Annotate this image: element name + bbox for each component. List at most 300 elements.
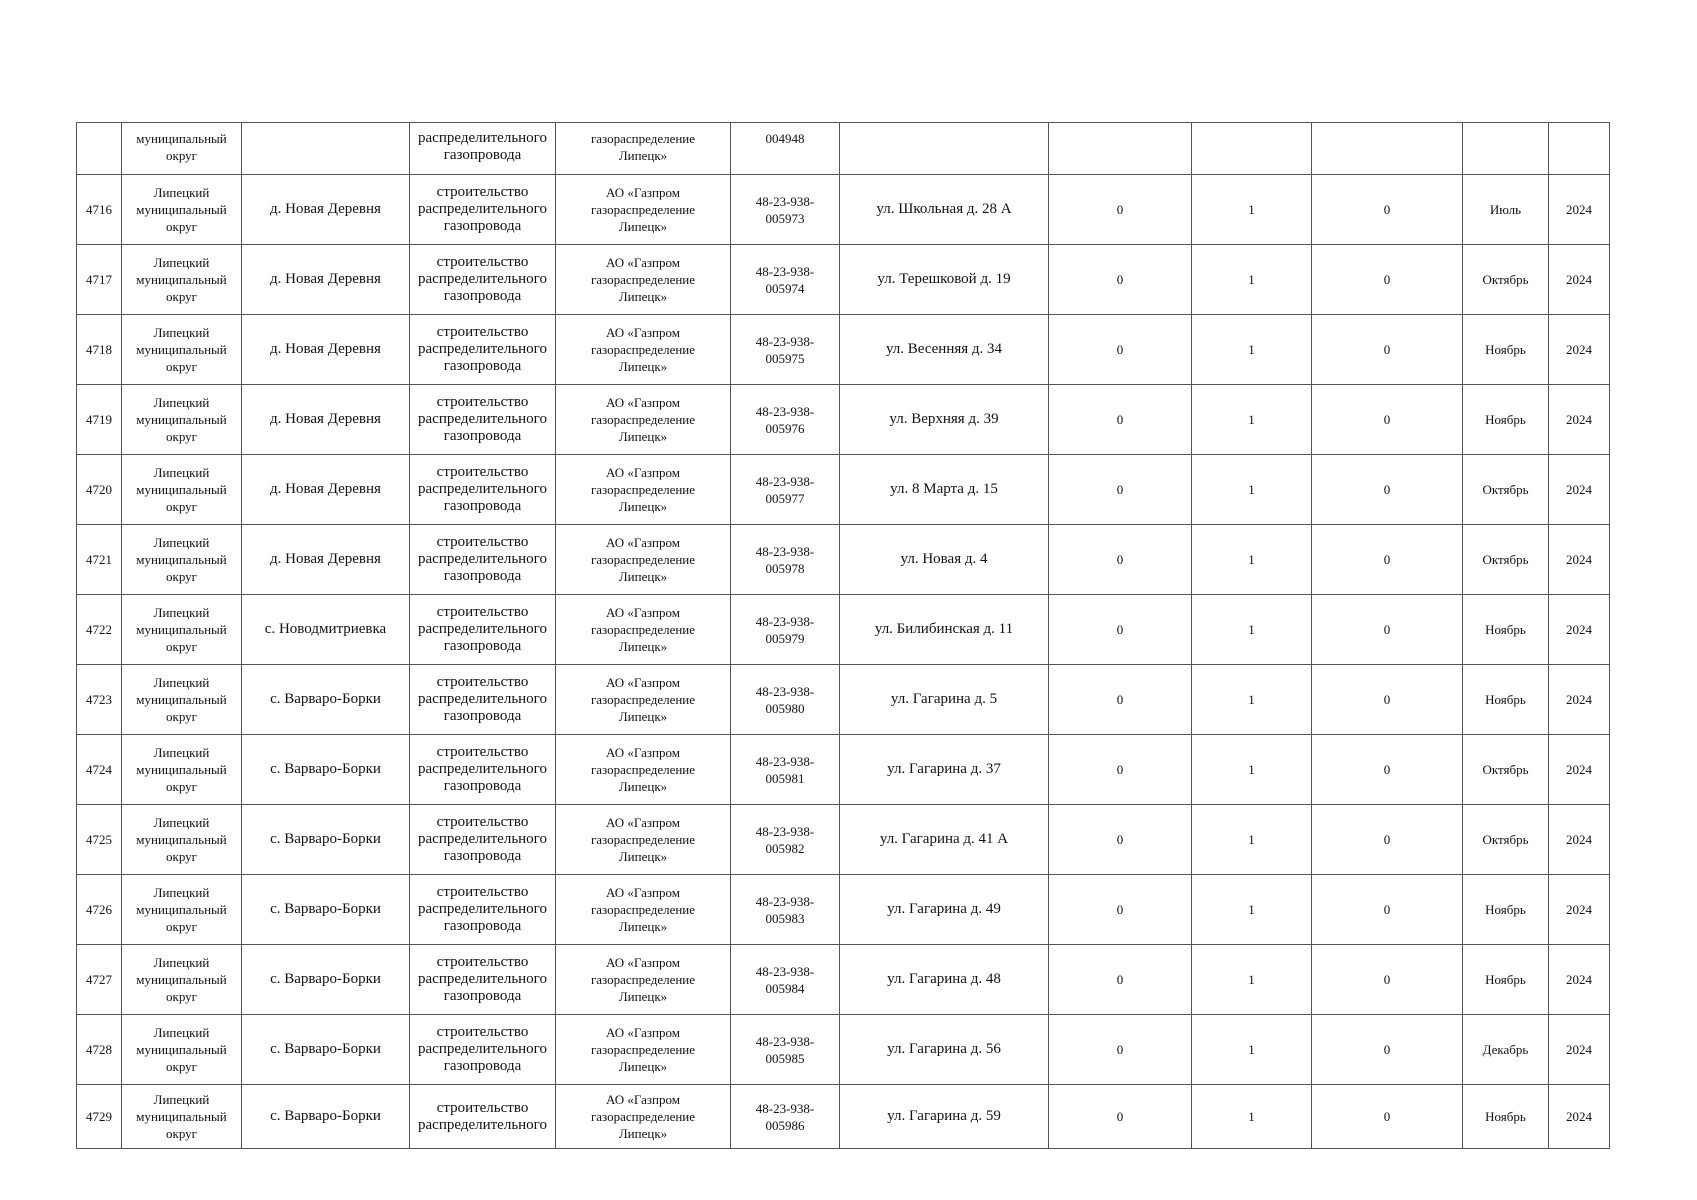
district-line: муниципальный xyxy=(136,1109,227,1124)
object-code-cell xyxy=(731,875,840,945)
district-line: Липецкий xyxy=(153,745,210,760)
district-line: Липецкий xyxy=(153,1025,210,1040)
table-body xyxy=(77,123,1610,1149)
locality-cell: с. Варваро-Борки xyxy=(242,1015,410,1085)
organization-line: Липецк» xyxy=(618,429,668,444)
organization-line: газораспределение xyxy=(590,622,696,637)
year-cell: 2024 xyxy=(1549,665,1610,735)
month-cell: Ноябрь xyxy=(1463,595,1549,665)
organization-cell xyxy=(556,455,731,525)
organization-cell xyxy=(556,1085,731,1149)
year-cell: 2024 xyxy=(1549,1015,1610,1085)
work-type-line: распределительного xyxy=(418,201,547,217)
table-row xyxy=(77,525,1610,595)
table-row xyxy=(77,735,1610,805)
table-row xyxy=(77,945,1610,1015)
district-line: муниципальный xyxy=(136,272,227,287)
work-type-cell xyxy=(410,385,556,455)
work-type-line: газопровода xyxy=(443,218,522,234)
count-col-3-cell: 0 xyxy=(1312,735,1463,805)
object-code-cell xyxy=(731,1085,840,1149)
count-col-3-cell: 0 xyxy=(1312,245,1463,315)
count-col-1-cell: 0 xyxy=(1049,1015,1192,1085)
locality-cell: д. Новая Деревня xyxy=(242,525,410,595)
organization-line: Липецк» xyxy=(618,1126,668,1141)
count-col-2-cell: 1 xyxy=(1192,455,1312,525)
object-code-cell xyxy=(731,315,840,385)
district-cell xyxy=(122,735,242,805)
work-type-line: распределительного xyxy=(418,551,547,567)
work-type-line: газопровода xyxy=(443,498,522,514)
district-line: округ xyxy=(166,1059,197,1074)
district-line: муниципальный xyxy=(136,202,227,217)
year-cell: 2024 xyxy=(1549,735,1610,805)
work-type-line: строительство xyxy=(436,884,529,900)
year-cell: 2024 xyxy=(1549,525,1610,595)
work-type-line: строительство xyxy=(436,814,529,830)
row-number-cell: 4722 xyxy=(77,595,122,665)
object-code-line: 005981 xyxy=(765,770,805,786)
organization-cell xyxy=(556,525,731,595)
organization-line: АО «Газпром xyxy=(606,395,680,410)
count-col-2-cell: 1 xyxy=(1192,245,1312,315)
organization-line: Липецк» xyxy=(618,919,668,934)
address-cell: ул. Гагарина д. 41 А xyxy=(840,805,1049,875)
work-type-line: строительство xyxy=(436,1099,529,1116)
organization-line: Липецк» xyxy=(618,849,668,864)
year-cell: 2024 xyxy=(1549,455,1610,525)
address-cell: ул. Билибинская д. 11 xyxy=(840,595,1049,665)
object-code-line: 005985 xyxy=(765,1050,805,1066)
count-col-3-cell xyxy=(1312,123,1463,175)
count-col-1-cell: 0 xyxy=(1049,805,1192,875)
object-code-cell xyxy=(731,455,840,525)
work-type-line: распределительного xyxy=(418,971,547,987)
object-code-line: 48-23-938- xyxy=(755,963,815,979)
district-line: муниципальный xyxy=(136,622,227,637)
organization-line: газораспределение xyxy=(590,762,696,777)
object-code-line: 005983 xyxy=(765,910,805,926)
work-type-line: распределительного xyxy=(418,341,547,357)
row-number-cell: 4717 xyxy=(77,245,122,315)
object-code-cell xyxy=(731,385,840,455)
object-code-line: 005982 xyxy=(765,840,805,856)
district-line: округ xyxy=(166,289,197,304)
district-line: округ xyxy=(166,849,197,864)
count-col-2-cell: 1 xyxy=(1192,315,1312,385)
organization-line: газораспределение xyxy=(590,832,696,847)
month-cell: Ноябрь xyxy=(1463,1085,1549,1149)
row-number-cell: 4727 xyxy=(77,945,122,1015)
organization-line: Липецк» xyxy=(618,359,668,374)
year-cell: 2024 xyxy=(1549,945,1610,1015)
organization-line: АО «Газпром xyxy=(606,325,680,340)
organization-line: Липецк» xyxy=(618,499,668,514)
work-type-cell xyxy=(410,735,556,805)
organization-line: АО «Газпром xyxy=(606,675,680,690)
work-type-line: газопровода xyxy=(443,988,522,1004)
work-type-cell xyxy=(410,175,556,245)
row-number-cell: 4728 xyxy=(77,1015,122,1085)
count-col-3-cell: 0 xyxy=(1312,945,1463,1015)
object-code-line: 004948 xyxy=(765,131,805,146)
object-code-cell xyxy=(731,735,840,805)
work-type-line: распределительного xyxy=(418,621,547,637)
table-row xyxy=(77,875,1610,945)
table-row xyxy=(77,175,1610,245)
work-type-line: газопровода xyxy=(443,778,522,794)
work-type-cell xyxy=(410,945,556,1015)
address-cell: ул. Весенняя д. 34 xyxy=(840,315,1049,385)
district-line: муниципальный xyxy=(136,902,227,917)
count-col-2-cell: 1 xyxy=(1192,595,1312,665)
address-cell: ул. Школьная д. 28 А xyxy=(840,175,1049,245)
locality-cell: с. Варваро-Борки xyxy=(242,735,410,805)
object-code-cell xyxy=(731,805,840,875)
count-col-3-cell: 0 xyxy=(1312,525,1463,595)
table-row xyxy=(77,595,1610,665)
row-number-cell: 4729 xyxy=(77,1085,122,1149)
work-type-line: газопровода xyxy=(443,568,522,584)
district-line: муниципальный xyxy=(136,832,227,847)
object-code-cell xyxy=(731,123,840,175)
work-type-line: распределительного xyxy=(418,691,547,707)
work-type-cell xyxy=(410,315,556,385)
address-cell: ул. Гагарина д. 5 xyxy=(840,665,1049,735)
locality-cell: с. Новодмитриевка xyxy=(242,595,410,665)
table-row xyxy=(77,455,1610,525)
object-code-cell xyxy=(731,945,840,1015)
row-number-cell: 4724 xyxy=(77,735,122,805)
work-type-cell xyxy=(410,123,556,175)
district-line: муниципальный xyxy=(136,482,227,497)
organization-cell xyxy=(556,245,731,315)
month-cell: Октябрь xyxy=(1463,455,1549,525)
district-line: Липецкий xyxy=(153,395,210,410)
district-line: округ xyxy=(166,989,197,1004)
organization-cell xyxy=(556,875,731,945)
locality-cell: д. Новая Деревня xyxy=(242,245,410,315)
count-col-1-cell: 0 xyxy=(1049,665,1192,735)
count-col-3-cell: 0 xyxy=(1312,315,1463,385)
work-type-cell xyxy=(410,875,556,945)
organization-line: газораспределение xyxy=(590,972,696,987)
object-code-cell xyxy=(731,595,840,665)
organization-line: Липецк» xyxy=(618,989,668,1004)
district-line: муниципальный xyxy=(136,342,227,357)
work-type-cell xyxy=(410,1085,556,1149)
district-line: муниципальный xyxy=(136,762,227,777)
district-line: округ xyxy=(166,359,197,374)
row-number-cell: 4723 xyxy=(77,665,122,735)
count-col-3-cell: 0 xyxy=(1312,805,1463,875)
table-row xyxy=(77,245,1610,315)
work-type-line: строительство xyxy=(436,744,529,760)
work-type-line: распределительного xyxy=(418,481,547,497)
count-col-1-cell: 0 xyxy=(1049,945,1192,1015)
locality-cell: д. Новая Деревня xyxy=(242,455,410,525)
organization-line: газораспределение xyxy=(590,902,696,917)
locality-cell: д. Новая Деревня xyxy=(242,315,410,385)
object-code-line: 005984 xyxy=(765,980,805,996)
organization-line: газораспределение xyxy=(590,482,696,497)
organization-line: АО «Газпром xyxy=(606,1092,680,1107)
district-line: Липецкий xyxy=(153,325,210,340)
year-cell: 2024 xyxy=(1549,805,1610,875)
address-cell: ул. 8 Марта д. 15 xyxy=(840,455,1049,525)
count-col-3-cell: 0 xyxy=(1312,665,1463,735)
count-col-1-cell: 0 xyxy=(1049,175,1192,245)
object-code-cell xyxy=(731,245,840,315)
object-code-cell xyxy=(731,175,840,245)
work-type-line: распределительного xyxy=(418,901,547,917)
count-col-1-cell xyxy=(1049,123,1192,175)
month-cell: Ноябрь xyxy=(1463,315,1549,385)
count-col-3-cell: 0 xyxy=(1312,1015,1463,1085)
district-line: Липецкий xyxy=(153,465,210,480)
address-cell xyxy=(840,123,1049,175)
month-cell: Октябрь xyxy=(1463,805,1549,875)
district-line: округ xyxy=(166,429,197,444)
work-type-cell xyxy=(410,665,556,735)
address-cell: ул. Терешковой д. 19 xyxy=(840,245,1049,315)
count-col-1-cell: 0 xyxy=(1049,735,1192,805)
row-number-cell: 4726 xyxy=(77,875,122,945)
month-cell: Октябрь xyxy=(1463,525,1549,595)
table-row xyxy=(77,805,1610,875)
object-code-line: 005973 xyxy=(765,210,805,226)
count-col-1-cell: 0 xyxy=(1049,595,1192,665)
address-cell: ул. Гагарина д. 56 xyxy=(840,1015,1049,1085)
district-cell xyxy=(122,245,242,315)
organization-line: АО «Газпром xyxy=(606,185,680,200)
organization-line: АО «Газпром xyxy=(606,605,680,620)
count-col-2-cell: 1 xyxy=(1192,945,1312,1015)
organization-line: АО «Газпром xyxy=(606,1025,680,1040)
object-code-line: 48-23-938- xyxy=(755,473,815,489)
district-cell xyxy=(122,1015,242,1085)
organization-line: газораспределение xyxy=(590,1042,696,1057)
district-line: округ xyxy=(166,919,197,934)
district-line: Липецкий xyxy=(153,885,210,900)
locality-cell: д. Новая Деревня xyxy=(242,385,410,455)
address-cell: ул. Новая д. 4 xyxy=(840,525,1049,595)
object-code-line: 005979 xyxy=(765,630,805,646)
year-cell: 2024 xyxy=(1549,1085,1610,1149)
locality-cell: с. Варваро-Борки xyxy=(242,945,410,1015)
organization-cell xyxy=(556,123,731,175)
district-cell xyxy=(122,455,242,525)
month-cell: Ноябрь xyxy=(1463,875,1549,945)
work-type-line: распределительного xyxy=(418,130,547,146)
organization-cell xyxy=(556,385,731,455)
organization-line: АО «Газпром xyxy=(606,955,680,970)
organization-line: АО «Газпром xyxy=(606,465,680,480)
object-code-line: 48-23-938- xyxy=(755,333,815,349)
month-cell: Декабрь xyxy=(1463,1015,1549,1085)
organization-line: газораспределение xyxy=(590,202,696,217)
work-type-cell xyxy=(410,595,556,665)
month-cell: Ноябрь xyxy=(1463,945,1549,1015)
count-col-1-cell: 0 xyxy=(1049,875,1192,945)
organization-line: газораспределение xyxy=(590,1109,696,1124)
year-cell: 2024 xyxy=(1549,875,1610,945)
work-type-line: строительство xyxy=(436,954,529,970)
organization-line: газораспределение xyxy=(590,342,696,357)
district-line: Липецкий xyxy=(153,955,210,970)
district-line: Липецкий xyxy=(153,815,210,830)
count-col-3-cell: 0 xyxy=(1312,385,1463,455)
work-type-line: газопровода xyxy=(443,638,522,654)
district-line: муниципальный xyxy=(136,131,227,146)
year-cell xyxy=(1549,123,1610,175)
organization-line: газораспределение xyxy=(590,272,696,287)
organization-cell xyxy=(556,175,731,245)
row-number-cell: 4720 xyxy=(77,455,122,525)
district-line: Липецкий xyxy=(153,185,210,200)
organization-line: газораспределение xyxy=(590,131,696,146)
district-cell xyxy=(122,805,242,875)
address-cell: ул. Гагарина д. 49 xyxy=(840,875,1049,945)
work-type-line: газопровода xyxy=(443,288,522,304)
count-col-2-cell: 1 xyxy=(1192,525,1312,595)
work-type-line: строительство xyxy=(436,324,529,340)
object-code-line: 005974 xyxy=(765,280,805,296)
table-row xyxy=(77,665,1610,735)
row-number-cell xyxy=(77,123,122,175)
object-code-line: 48-23-938- xyxy=(755,613,815,629)
count-col-1-cell: 0 xyxy=(1049,385,1192,455)
count-col-1-cell: 0 xyxy=(1049,525,1192,595)
district-cell xyxy=(122,665,242,735)
work-type-line: строительство xyxy=(436,604,529,620)
organization-cell xyxy=(556,595,731,665)
district-cell xyxy=(122,945,242,1015)
count-col-1-cell: 0 xyxy=(1049,245,1192,315)
gasification-table xyxy=(76,122,1610,1149)
count-col-3-cell: 0 xyxy=(1312,455,1463,525)
work-type-line: газопровода xyxy=(443,1058,522,1074)
organization-line: газораспределение xyxy=(590,552,696,567)
table-row xyxy=(77,315,1610,385)
district-line: округ xyxy=(166,499,197,514)
object-code-line: 48-23-938- xyxy=(755,263,815,279)
address-cell: ул. Гагарина д. 59 xyxy=(840,1085,1049,1149)
organization-line: Липецк» xyxy=(618,1059,668,1074)
organization-line: Липецк» xyxy=(618,148,668,163)
work-type-line: строительство xyxy=(436,1024,529,1040)
locality-cell: с. Варваро-Борки xyxy=(242,805,410,875)
count-col-2-cell: 1 xyxy=(1192,1085,1312,1149)
work-type-cell xyxy=(410,1015,556,1085)
work-type-cell xyxy=(410,245,556,315)
row-number-cell: 4721 xyxy=(77,525,122,595)
address-cell: ул. Гагарина д. 37 xyxy=(840,735,1049,805)
work-type-line: газопровода xyxy=(443,848,522,864)
object-code-line: 48-23-938- xyxy=(755,683,815,699)
row-number-cell: 4725 xyxy=(77,805,122,875)
object-code-line: 48-23-938- xyxy=(755,193,815,209)
district-cell xyxy=(122,175,242,245)
count-col-2-cell: 1 xyxy=(1192,875,1312,945)
count-col-1-cell: 0 xyxy=(1049,1085,1192,1149)
object-code-line: 005986 xyxy=(765,1117,805,1133)
locality-cell: с. Варваро-Борки xyxy=(242,665,410,735)
object-code-line: 48-23-938- xyxy=(755,753,815,769)
work-type-line: распределительного xyxy=(418,411,547,427)
count-col-1-cell: 0 xyxy=(1049,455,1192,525)
organization-line: АО «Газпром xyxy=(606,535,680,550)
organization-line: Липецк» xyxy=(618,639,668,654)
year-cell: 2024 xyxy=(1549,175,1610,245)
count-col-2-cell xyxy=(1192,123,1312,175)
district-cell xyxy=(122,1085,242,1149)
work-type-cell xyxy=(410,805,556,875)
object-code-line: 005977 xyxy=(765,490,805,506)
table-row xyxy=(77,1085,1610,1149)
district-cell xyxy=(122,385,242,455)
count-col-3-cell: 0 xyxy=(1312,595,1463,665)
object-code-line: 48-23-938- xyxy=(755,893,815,909)
work-type-line: распределительного xyxy=(418,831,547,847)
organization-line: газораспределение xyxy=(590,412,696,427)
count-col-3-cell: 0 xyxy=(1312,875,1463,945)
work-type-line: газопровода xyxy=(443,428,522,444)
locality-cell: с. Варваро-Борки xyxy=(242,875,410,945)
district-line: округ xyxy=(166,639,197,654)
object-code-line: 48-23-938- xyxy=(755,823,815,839)
count-col-2-cell: 1 xyxy=(1192,385,1312,455)
work-type-line: распределительного xyxy=(418,1116,547,1133)
district-cell xyxy=(122,875,242,945)
district-line: муниципальный xyxy=(136,1042,227,1057)
district-cell xyxy=(122,525,242,595)
table-row xyxy=(77,123,1610,175)
organization-line: Липецк» xyxy=(618,779,668,794)
object-code-cell xyxy=(731,525,840,595)
object-code-line: 48-23-938- xyxy=(755,1100,815,1116)
district-cell xyxy=(122,123,242,175)
district-line: Липецкий xyxy=(153,535,210,550)
month-cell: Октябрь xyxy=(1463,735,1549,805)
work-type-cell xyxy=(410,455,556,525)
row-number-cell: 4719 xyxy=(77,385,122,455)
organization-cell xyxy=(556,315,731,385)
year-cell: 2024 xyxy=(1549,245,1610,315)
count-col-2-cell: 1 xyxy=(1192,665,1312,735)
locality-cell xyxy=(242,123,410,175)
district-line: округ xyxy=(166,1126,197,1141)
district-line: округ xyxy=(166,709,197,724)
work-type-line: строительство xyxy=(436,534,529,550)
count-col-2-cell: 1 xyxy=(1192,1015,1312,1085)
district-line: муниципальный xyxy=(136,692,227,707)
organization-line: АО «Газпром xyxy=(606,745,680,760)
organization-cell xyxy=(556,665,731,735)
district-line: Липецкий xyxy=(153,675,210,690)
row-number-cell: 4718 xyxy=(77,315,122,385)
month-cell: Июль xyxy=(1463,175,1549,245)
district-cell xyxy=(122,595,242,665)
count-col-3-cell: 0 xyxy=(1312,1085,1463,1149)
table-row xyxy=(77,385,1610,455)
district-line: округ xyxy=(166,569,197,584)
district-line: Липецкий xyxy=(153,1092,210,1107)
work-type-line: распределительного xyxy=(418,761,547,777)
object-code-line: 005980 xyxy=(765,700,805,716)
address-cell: ул. Гагарина д. 48 xyxy=(840,945,1049,1015)
organization-line: Липецк» xyxy=(618,219,668,234)
